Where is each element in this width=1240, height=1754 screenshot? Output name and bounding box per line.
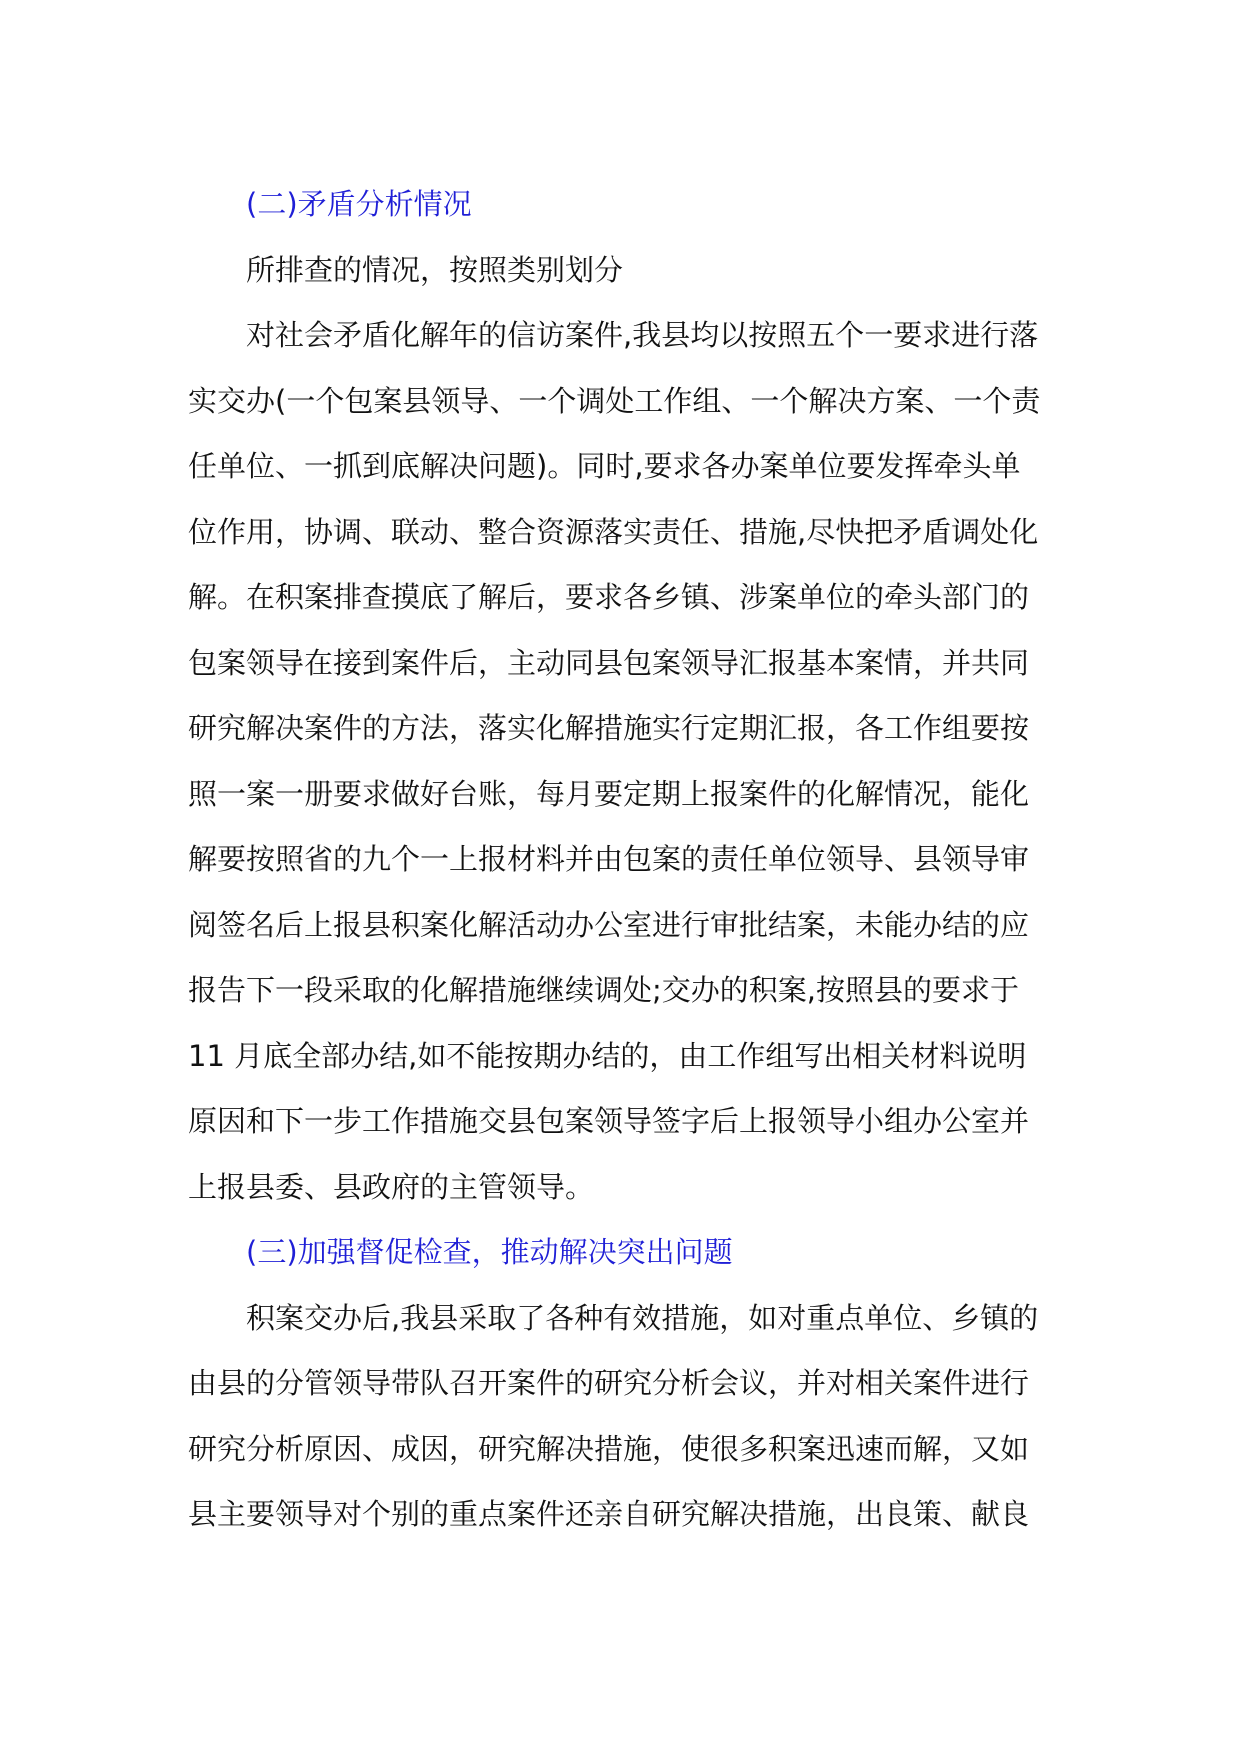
paragraph-line: 解要按照省的九个一上报材料并由包案的责任单位领导、县领导审 (188, 842, 1030, 876)
paragraph-line: 原因和下一步工作措施交县包案领导签字后上报领导小组办公室并 (188, 1104, 1030, 1138)
paragraph-line: 对社会矛盾化解年的信访案件,我县均以按照五个一要求进行落 (246, 318, 1039, 352)
paragraph-line: 解。在积案排查摸底了解后，要求各乡镇、涉案单位的牵头部门的 (188, 580, 1030, 614)
paragraph-line: 所排查的情况，按照类别划分 (246, 252, 624, 287)
paragraph-line: 照一案一册要求做好台账，每月要定期上报案件的化解情况，能化 (188, 776, 1030, 811)
paragraph-line: 研究分析原因、成因，研究解决措施，使很多积案迅速而解，又如 (188, 1431, 1030, 1466)
paragraph-line: 包案领导在接到案件后，主动同县包案领导汇报基本案情，并共同 (188, 645, 1030, 680)
paragraph-line: 实交办(一个包案县领导、一个调处工作组、一个解决方案、一个责 (188, 383, 1041, 418)
paragraph-line: 县主要领导对个别的重点案件还亲自研究解决措施，出良策、献良 (188, 1497, 1030, 1531)
paragraph-line: 上报县委、县政府的主管领导。 (188, 1169, 595, 1204)
section-heading: (三)加强督促检查，推动解决突出问题 (246, 1235, 733, 1269)
paragraph-line: 位作用，协调、联动、整合资源落实责任、措施,尽快把矛盾调处化 (188, 514, 1039, 549)
paragraph-line: 任单位、一抓到底解决问题)。同时,要求各办案单位要发挥牵头单 (188, 449, 1021, 483)
paragraph-line: 阅签名后上报县积案化解活动办公室进行审批结案，未能办结的应 (188, 907, 1030, 942)
section-heading: (二)矛盾分析情况 (246, 187, 472, 221)
paragraph (188, 238, 1054, 304)
paragraph-line: 由县的分管领导带队召开案件的研究分析会议，并对相关案件进行 (188, 1366, 1030, 1400)
paragraph (188, 1286, 1054, 1548)
paragraph-line: 11 月底全部办结,如不能按期办结的，由工作组写出相关材料说明 (188, 1038, 1027, 1073)
document-body (188, 172, 1054, 1548)
paragraph-line: 研究解决案件的方法，落实化解措施实行定期汇报，各工作组要按 (188, 711, 1030, 745)
paragraph-line: 积案交办后,我县采取了各种有效措施，如对重点单位、乡镇的 (246, 1300, 1039, 1335)
paragraph (188, 303, 1054, 1220)
paragraph-line: 报告下一段采取的化解措施继续调处;交办的积案,按照县的要求于 (188, 973, 1019, 1007)
